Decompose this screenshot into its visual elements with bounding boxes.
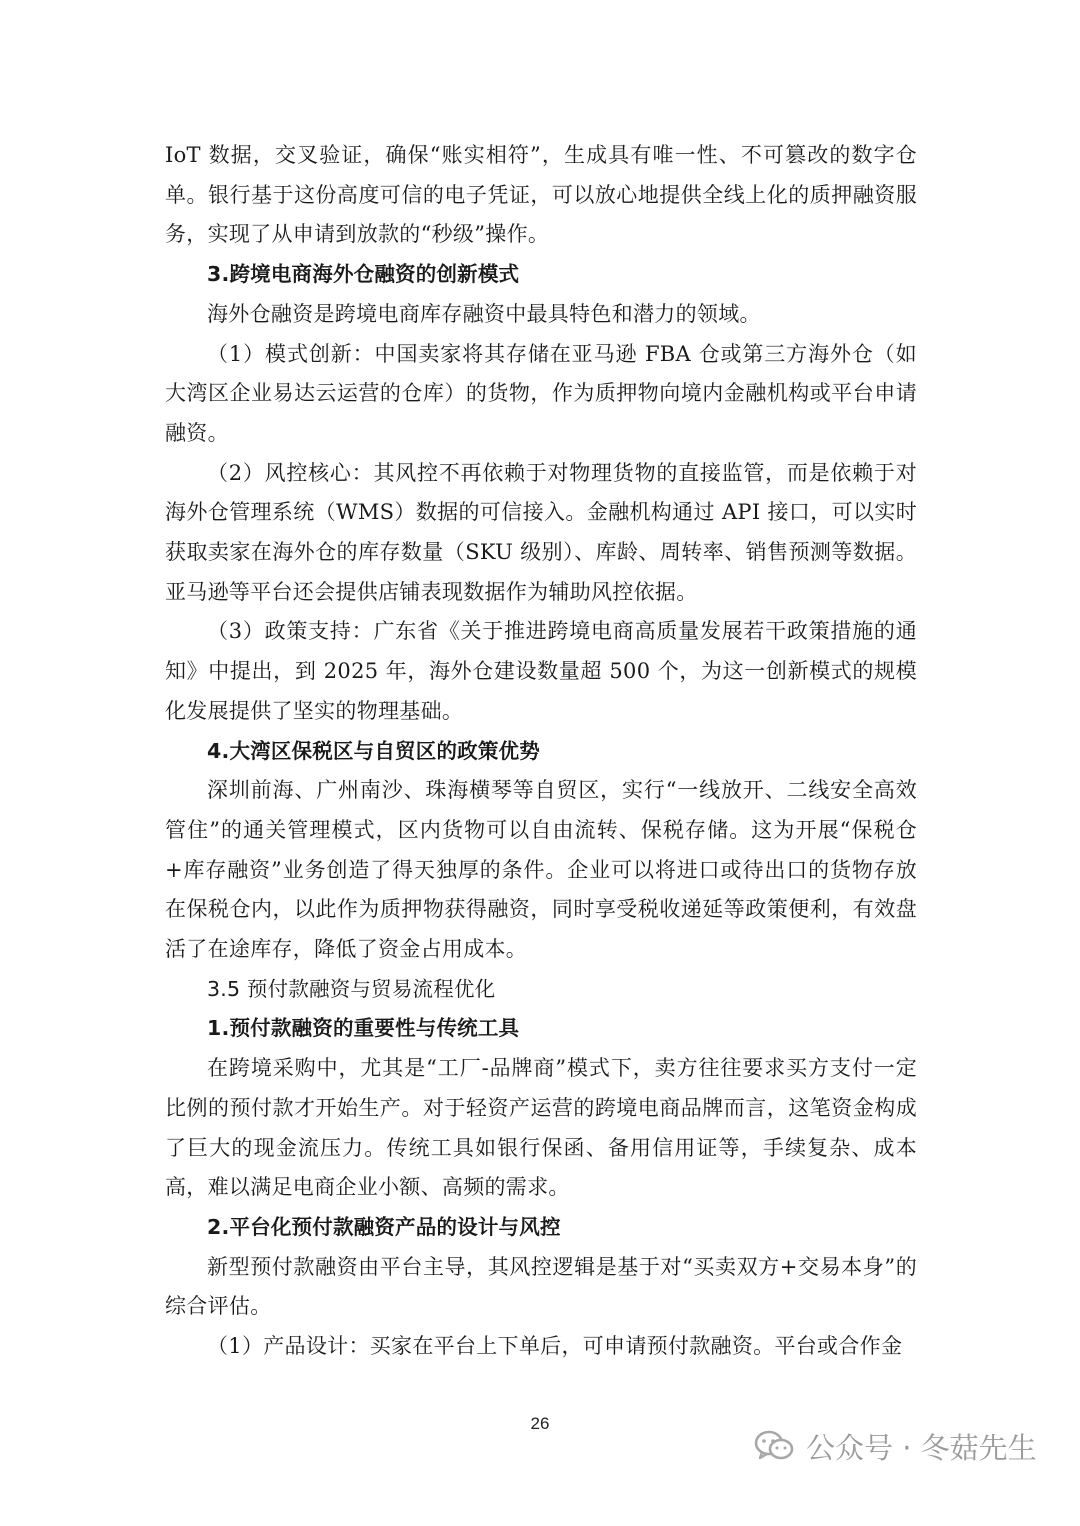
body-paragraph: 海外仓融资是跨境电商库存融资中最具特色和潜力的领域。 [207, 301, 761, 326]
section-heading: 2.平台化预付款融资产品的设计与风控 [207, 1214, 561, 1239]
body-paragraph: 深圳前海、广州南沙、珠海横琴等自贸区，实行“一线放开、二线安全高效管住”的通关管理模式，区内货物可以自由流转、保税存储。这为开展“保税仓+库存融资”业务创造了得天独厚的条件。企业可以将进口或待出口的货物存放在保税仓内，以此作为质押物获得融资，同时享受税收递延等政策便利，有效盘活了在途库存，降低了资金占用成本。 [165, 778, 917, 962]
watermark [754, 1421, 1037, 1471]
section-heading: 1.预付款融资的重要性与传统工具 [207, 1016, 520, 1041]
body-paragraph: IoT 数据，交叉验证，确保“账实相符”，生成具有唯一性、不可篡改的数字仓单。银行基于这份高度可信的电子凭证，可以放心地提供全线上化的质押融资服务，实现了从申请到放款的“秒级”操作。 [165, 143, 917, 247]
section-heading: 3.跨境电商海外仓融资的创新模式 [207, 262, 520, 287]
body-paragraph: （1）模式创新：中国卖家将其存储在亚马逊 FBA 仓或第三方海外仓（如大湾区企业易达云运营的仓库）的货物，作为质押物向境内金融机构或平台申请融资。 [165, 341, 917, 445]
body-paragraph: （3）政策支持：广东省《关于推进跨境电商高质量发展若干政策措施的通知》中提出，到 2025 年，海外仓建设数量超 500 个，为这一创新模式的规模化发展提供了坚实的物理基础。 [165, 619, 917, 723]
body-paragraph: （1）产品设计：买家在平台上下单后，可申请预付款融资。平台或合作金 [207, 1334, 903, 1359]
body-paragraph: 新型预付款融资由平台主导，其风控逻辑是基于对“买卖双方+交易本身”的综合评估。 [165, 1254, 917, 1319]
section-heading: 3.5 预付款融资与贸易流程优化 [207, 976, 496, 1001]
section-heading: 4.大湾区保税区与自贸区的政策优势 [207, 738, 540, 763]
watermark-text: 公众号 · 冬菇先生 [806, 1430, 1037, 1465]
body-paragraph: （2）风控核心：其风控不再依赖于对物理货物的直接监管，而是依赖于对海外仓管理系统（WMS）数据的可信接入。金融机构通过 API 接口，可以实时获取卖家在海外仓的库存数量（SKU 级别）、库龄、周转率、销售预测等数据。亚马逊等平台还会提供店铺表现数据作为辅助风控依据。 [165, 460, 917, 604]
page-number: 26 [530, 1414, 550, 1433]
wechat-icon [754, 1429, 794, 1463]
body-paragraph: 在跨境采购中，尤其是“工厂-品牌商”模式下，卖方往往要求买方支付一定比例的预付款才开始生产。对于轻资产运营的跨境电商品牌而言，这笔资金构成了巨大的现金流压力。传统工具如银行保函、备用信用证等，手续复杂、成本高，难以满足电商企业小额、高频的需求。 [165, 1056, 917, 1200]
document-body [165, 136, 917, 1367]
